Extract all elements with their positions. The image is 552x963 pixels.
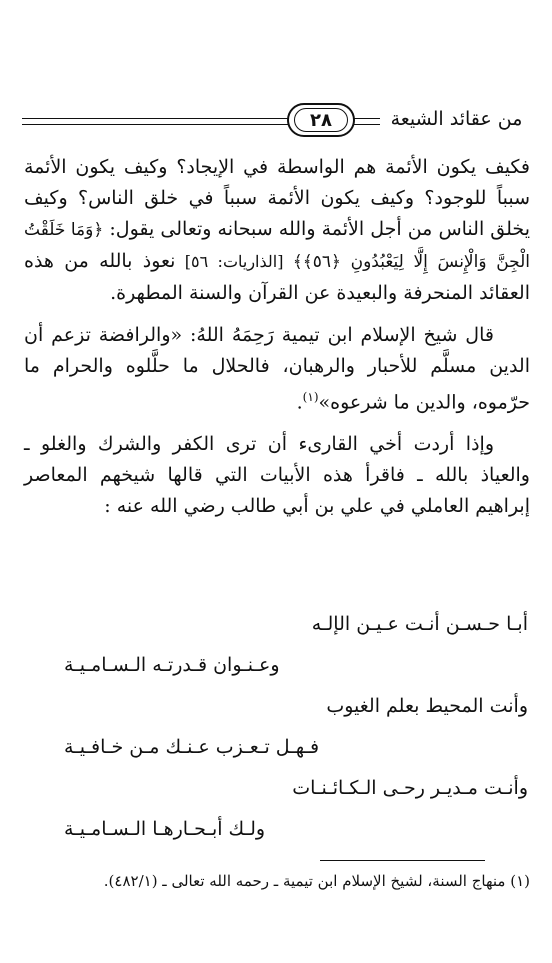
main-text bbox=[24, 152, 530, 533]
poem-verse: ولـك أبـحـارهـا الـسـامـيـة bbox=[64, 818, 266, 840]
page-number-badge bbox=[287, 103, 355, 137]
poem-verse: وعـنـوان قـدرتـه الـسـامـيـة bbox=[64, 654, 280, 676]
paragraph-3 bbox=[24, 429, 530, 522]
poem-verse: وأنت المحيط بعلم الغيوب bbox=[326, 695, 528, 717]
header-rule-left-bottom bbox=[22, 124, 290, 125]
poem-verse: فـهـل تـعـزب عـنـك مـن خـافـيـة bbox=[64, 736, 320, 758]
poem-verse: أبـا حـسـن أنـت عـيـن الإلـه bbox=[311, 613, 528, 635]
running-title: من عقائد الشيعة bbox=[390, 108, 523, 130]
footnote-marker: (١) bbox=[302, 390, 319, 404]
paragraph-1 bbox=[24, 152, 530, 309]
page-number: ٢٨ bbox=[294, 108, 348, 132]
paragraph-2-end: . bbox=[296, 391, 303, 414]
paragraph-1-end: نعوذ بالله من هذه العقائد المنحرفة والبعيدة عن القرآن والسنة المطهرة. bbox=[24, 250, 530, 304]
header-rule-right-bottom bbox=[352, 124, 380, 125]
poem bbox=[24, 604, 530, 850]
header-rule-right-top bbox=[352, 118, 380, 119]
header-rule-left-top bbox=[22, 118, 290, 119]
surah-reference: [الذاريات: ٥٦] bbox=[175, 252, 293, 271]
paragraph-3-text: وإذا أردت أخي القارىء أن ترى الكفر والشرك والغلو ـ والعياذ بالله ـ فاقرأ هذه الأبيات التي قالها شيخهم المعاصر إبراهيم العاملي في علي بن أبي طالب رضي الله عنه : bbox=[24, 433, 530, 518]
page-header bbox=[22, 100, 534, 146]
paragraph-2 bbox=[24, 320, 530, 418]
quran-verse: ﴿وَمَا خَلَقْتُ الْجِنَّ وَالْإِنسَ إِلَّا لِيَعْبُدُونِ ﴿٥٦﴾﴾ bbox=[24, 220, 531, 272]
footnote-separator bbox=[320, 860, 485, 861]
paragraph-2-text: قال شيخ الإسلام ابن تيمية رَحِمَهُ اللهُ: «والرافضة تزعم أن الدين مسلَّم للأحبار والرهبان، فالحلال ما حلَّلوه والحرام ما حرّموه، والدين ما شرعوه» bbox=[24, 324, 530, 414]
poem-verse: وأنـت مـديـر رحـى الـكـائـنـات bbox=[292, 777, 528, 799]
footnote: (١) منهاج السنة، لشيخ الإسلام ابن تيمية ـ رحمه الله تعالى ـ (٤٨٢/١). bbox=[103, 872, 530, 890]
paragraph-1-text: فكيف يكون الأئمة هم الواسطة في الإيجاد؟ وكيف يكون الأئمة سبباً للوجود؟ وكيف يكون الأئمة سبباً في خلق الناس؟ وكيف يخلق الناس من أجل الأئمة والله سبحانه وتعالى يقول: bbox=[24, 156, 530, 240]
